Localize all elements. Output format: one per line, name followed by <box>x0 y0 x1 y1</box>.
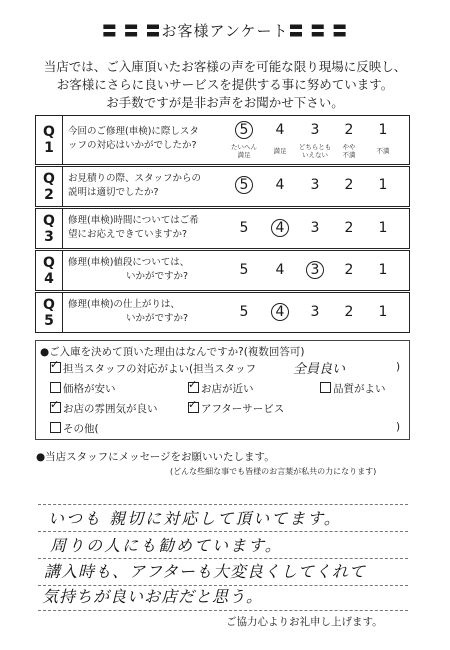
question-number: Q 3 <box>36 209 63 248</box>
close-paren: ) <box>396 421 401 433</box>
question-number: Q 1 <box>36 116 63 164</box>
option-2[interactable]: 2 <box>344 122 354 138</box>
checkbox[interactable] <box>50 382 61 393</box>
intro-line: お客様にさらに良いサービスを提供する事に努めています。 <box>56 77 394 92</box>
question-text: 今回のご修理(車検)に際しスタ ッフの対応はいかがでしたか? <box>68 126 199 151</box>
question-q4 <box>35 250 410 291</box>
reason-price[interactable]: 価格が安い <box>50 381 116 396</box>
option-4[interactable]: 4 <box>275 122 285 138</box>
option-4[interactable]: 4 <box>275 262 285 278</box>
reason-near[interactable]: ✓ お店が近い <box>188 378 254 395</box>
writing-line <box>38 610 408 611</box>
writing-line <box>38 504 408 505</box>
selected-circle <box>271 219 289 237</box>
reasons-section <box>35 340 410 440</box>
option-5[interactable]: 5 <box>239 177 249 193</box>
reasons-heading: ●ご入庫を決めて頂いた理由はなんですか?(複数回答可) <box>40 346 305 358</box>
question-q3 <box>35 208 410 249</box>
option-4[interactable]: 4 <box>275 304 285 320</box>
option-3[interactable]: 3 <box>310 304 320 320</box>
check-mark-icon: ✓ <box>50 398 60 411</box>
question-q2 <box>35 166 410 207</box>
question-q5 <box>35 292 410 333</box>
reason-quality[interactable]: 品質がよい <box>320 381 386 396</box>
question-number: Q 2 <box>36 167 63 206</box>
staff-name-handwritten: 全員良い <box>293 362 346 377</box>
question-text: 修理(車検)の仕上がりは、 いかがですか? <box>68 299 189 324</box>
option-5[interactable]: 5 <box>239 122 249 138</box>
scale-label: 不満 <box>376 147 390 155</box>
close-paren: ) <box>396 361 401 373</box>
option-3[interactable]: 3 <box>310 220 320 236</box>
option-2[interactable]: 2 <box>344 220 354 236</box>
checkbox[interactable] <box>188 398 199 413</box>
option-5[interactable]: 5 <box>239 262 249 278</box>
scale-label: 満足 <box>273 147 287 155</box>
option-1[interactable]: 1 <box>378 122 388 138</box>
question-text: お見積りの際、スタッフからの 説明は適切でしたか? <box>68 173 202 198</box>
writing-line <box>38 531 408 532</box>
intro-line: お手数ですが是非お声をお聞かせ下さい。 <box>106 95 344 110</box>
option-1[interactable]: 1 <box>378 262 388 278</box>
scale-label: たいへん 満足 <box>231 143 257 159</box>
check-mark-icon: ✓ <box>188 378 198 391</box>
checkbox[interactable] <box>188 378 199 393</box>
option-2[interactable]: 2 <box>344 177 354 193</box>
reason-after-service[interactable]: ✓ アフターサービス <box>188 398 285 415</box>
checkbox[interactable] <box>320 382 331 393</box>
selected-circle <box>235 176 253 194</box>
checkbox[interactable] <box>50 358 61 373</box>
message-heading: ●当店スタッフにメッセージをお願いいたします。 <box>36 451 275 463</box>
handwritten-line: 気持ちが良いお店だと思う。 <box>42 587 264 606</box>
selected-circle <box>235 121 253 139</box>
question-text: 修理(車検)時間についてはご希 望にお応えできていますか? <box>68 215 199 240</box>
option-1[interactable]: 1 <box>378 304 388 320</box>
option-3[interactable]: 3 <box>310 262 320 278</box>
reason-staff[interactable]: ✓ 担当スタッフの対応がよい(担当スタッフ <box>50 358 257 375</box>
option-1[interactable]: 1 <box>378 220 388 236</box>
footer-thanks: ご協力心よりお礼申し上げます。 <box>226 616 383 628</box>
message-note: (どんな些細な事でも皆様のお言葉が私共の力になります) <box>170 467 377 476</box>
question-q1 <box>35 115 410 165</box>
reason-atmosphere[interactable]: ✓ お店の雰囲気が良い <box>50 398 158 415</box>
scale-label: どちらとも いえない <box>298 143 332 159</box>
option-3[interactable]: 3 <box>310 177 320 193</box>
handwritten-line: いつも 親切に対応して頂いてます。 <box>48 509 342 528</box>
option-3[interactable]: 3 <box>310 122 320 138</box>
option-2[interactable]: 2 <box>344 304 354 320</box>
option-5[interactable]: 5 <box>239 220 249 236</box>
page-title: 〓 〓 〓お客様アンケート〓 〓 〓 <box>101 22 349 40</box>
option-2[interactable]: 2 <box>344 262 354 278</box>
checkbox[interactable] <box>50 398 61 413</box>
check-mark-icon: ✓ <box>50 358 60 371</box>
option-4[interactable]: 4 <box>275 177 285 193</box>
option-4[interactable]: 4 <box>275 220 285 236</box>
reason-other[interactable]: その他( <box>50 421 99 436</box>
option-1[interactable]: 1 <box>378 177 388 193</box>
question-number: Q 5 <box>36 293 63 332</box>
question-number: Q 4 <box>36 251 63 290</box>
handwritten-line: 周りの人にも勧めています。 <box>50 536 283 555</box>
checkbox[interactable] <box>50 422 61 433</box>
handwritten-line: 講入時も、アフターも大変良くしてくれて <box>44 562 366 581</box>
intro-text <box>0 58 450 112</box>
selected-circle <box>306 261 324 279</box>
question-text: 修理(車検)値段については、 いかがですか? <box>68 257 190 282</box>
selected-circle <box>271 303 289 321</box>
check-mark-icon: ✓ <box>188 398 198 411</box>
scale-label: やや 不満 <box>342 143 356 159</box>
option-5[interactable]: 5 <box>239 304 249 320</box>
intro-line: 当店では、ご入庫頂いたお客様の声を可能な限り現場に反映し、 <box>43 59 407 74</box>
